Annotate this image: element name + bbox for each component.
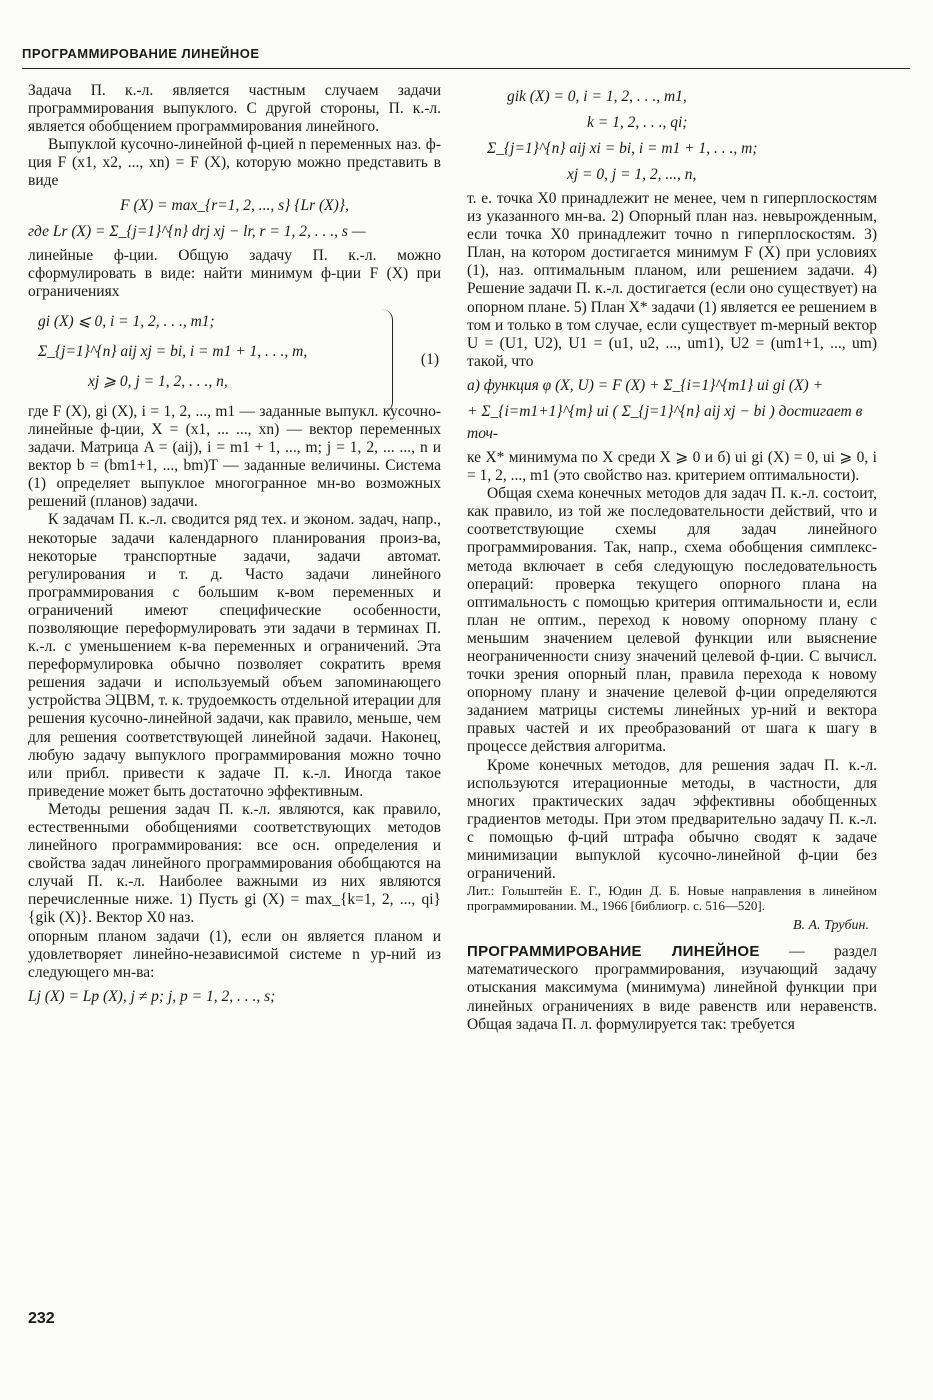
formula: F (X) = max_{r=1, 2, ..., s} {Lr (X)}, <box>120 196 349 214</box>
formula: gi (X) ⩽ 0, i = 1, 2, . . ., m1; <box>38 312 215 330</box>
formula: xj = 0, j = 1, 2, ..., n, <box>567 166 697 183</box>
right-column <box>467 82 877 1034</box>
formula: где Lr (X) = Σ_{j=1}^{n} drj xj − lr, r = 1, 2, . . ., s — <box>28 222 366 240</box>
paragraph: ке X* минимума по X среди X ⩾ 0 и б) ui gi (X) = 0, ui ⩾ 0, i = 1, 2, ..., m1 (это свойство наз. критерием оптимальности). <box>467 448 877 485</box>
paragraph: где F (X), gi (X), i = 1, 2, ..., m1 — заданные выпукл. кусочно-линейные ф-ции, X = (x1, ... ..., xn) — вектор переменных задачи. Матрица A = (aij), i = m1 + 1, ..., m; j = 1, 2, ... ..., n и вектор b = (bm1+1, ..., bm)T — заданные величины. Система (1) определяет выпуклое многогранное мн-во возможных решений (планов) задачи. <box>28 402 441 511</box>
paragraph: К задачам П. к.-л. сводится ряд тех. и эконом. задач, напр., некоторые задачи календарного планирования произ-ва, некоторые транспортные задачи, задачи автомат. регулирования и т. д. Часто задачи линейного программирования с большим к-вом переменных и ограничений имеют специфические особенности, позволяющие переформулировать эти задачи в терминах П. к.-л. с уменьшением к-ва переменных и ограничений. Эта переформулировка обычно позволяет сократить время решения задачи и используемый объем запоминающего устройства ЭЦВМ, т. к. трудоемкость отдельной итерации для решения кусочно-линейной задачи, как правило, меньше, чем для решения соответствующей линейной задачи. Наконец, любую задачу выпуклого программирования можно точно или прибл. привести к задаче П. к.-л. Иногда такое приведение может быть достаточно эффективным. <box>28 511 441 800</box>
equation-number: (1) <box>420 350 439 368</box>
page-number: 232 <box>28 1310 55 1327</box>
formula: xj ⩾ 0, j = 1, 2, . . ., n, <box>88 372 228 390</box>
paragraph: опорным планом задачи (1), если он является планом и удовлетворяет линейно-независимой системе n ур-ний из следующего мн-ва: <box>28 927 441 981</box>
formula: Σ_{j=1}^{n} aij xi = bi, i = m1 + 1, . . ., m; <box>487 140 758 157</box>
author-signature: В. А. Трубин. <box>792 918 869 934</box>
constraint-system <box>28 307 441 397</box>
formula: + Σ_{i=m1+1}^{m} ui ( Σ_{j=1}^{n} aij xj − bi ) достигает в точ- <box>467 402 863 442</box>
entry-title: ПРОГРАММИРОВАНИЕ ЛИНЕЙНОЕ <box>467 943 760 961</box>
paragraph: Кроме конечных методов, для решения задач П. к.-л. используются итерационные методы, в частности, для многих практических задач эффективны обобщенных градиентов методы. При этом предварительно задачу П. к.-л. с помощью ф-ций штрафа обычно сводят к задаче минимизации выпуклой кусочно-линейной ф-ции без ограничений. <box>467 756 877 883</box>
formula: а) функция φ (X, U) = F (X) + Σ_{i=1}^{m1} ui gi (X) + <box>467 376 824 394</box>
paragraph: Методы решения задач П. к.-л. являются, как правило, естественными обобщениями соответствующих методов линейного программирования: все осн. определения и свойства задач линейного программирования обобщаются на случай П. к.-л. Наиболее важными из них являются перечисленные ниже. 1) Пусть gi (X) = max_{k=1, 2, ..., qi} {gik (X)}. Вектор X0 наз. <box>28 800 441 927</box>
brace <box>382 309 393 413</box>
running-header: ПРОГРАММИРОВАНИЕ ЛИНЕЙНОЕ <box>22 46 260 61</box>
entry-text: — раздел математического программирования, изучающий задачу отыскания максимума (минимума) линейной функции при линейных ограничениях в виде равенств или неравенств. Общая задача П. л. формулируется так: требуется <box>467 943 877 1033</box>
paragraph: линейные ф-ции. Общую задачу П. к.-л. можно сформулировать в виде: найти минимум ф-ции F (X) при ограничениях <box>28 246 441 300</box>
new-entry <box>467 943 877 1033</box>
header-rule <box>22 68 910 69</box>
formula: k = 1, 2, . . ., qi; <box>587 114 688 131</box>
paragraph: Общая схема конечных методов для задач П. к.-л. состоит, как правило, из той же последовательности действий, что и соответствующие схемы для задач линейного программирования. Так, напр., схема обобщения симплекс-метода включает в себя следующую последовательность операций: проверка текущего опорного плана на оптимальность с помощью критерия оптимальности и, если план не оптим., переход к новому опорному плану с меньшим значением целевой функции или выяснение неограниченности снизу значений целевой ф-ции. С вычисл. точки зрения опорный план, правила перехода к новому опорному плану и значение целевой ф-ции определяются заданием матрицы системы линейных ур-ний и вектора правых частей и их преобразований от шага к шагу в процессе действия алгоритма. <box>467 485 877 756</box>
left-column <box>28 82 441 1012</box>
formula: Σ_{j=1}^{n} aij xj = bi, i = m1 + 1, . . ., m, <box>38 342 308 360</box>
paragraph: Задача П. к.-л. является частным случаем задачи программирования выпуклого. С другой стороны, П. к.-л. является обобщением программирования линейного. <box>28 82 441 136</box>
formula: Lj (X) = Lp (X), j ≠ p; j, p = 1, 2, . . ., s; <box>28 987 276 1005</box>
paragraph: т. е. точка X0 принадлежит не менее, чем n гиперплоскостям из указанного мн-ва. 2) Опорный план наз. невырожденным, если точка X0 принадлежит точно n гиперплоскостям. 3) План, на котором достигается минимум F (X) при условиях (1), наз. оптимальным планом, или решением задачи. 4) Решение задачи П. к.-л. достигается (если оно существует) на опорном плане. 5) План X* задачи (1) является ее решением в том и только в том случае, если существует m-мерный вектор U = (U1, U2), U1 = (u1, u2, ..., um1), U2 = (um1+1, ..., um) такой, что <box>467 190 877 370</box>
literature-reference: Лит.: Гольштейн Е. Г., Юдин Д. Б. Новые направления в линейном программировании. М., 1966 [библиогр. с. 516—520]. <box>467 883 877 914</box>
formula: gik (X) = 0, i = 1, 2, . . ., m1, <box>507 88 687 105</box>
paragraph: Выпуклой кусочно-линейной ф-цией n переменных наз. ф-ция F (x1, x2, ..., xn) = F (X), которую можно представить в виде <box>28 136 441 190</box>
